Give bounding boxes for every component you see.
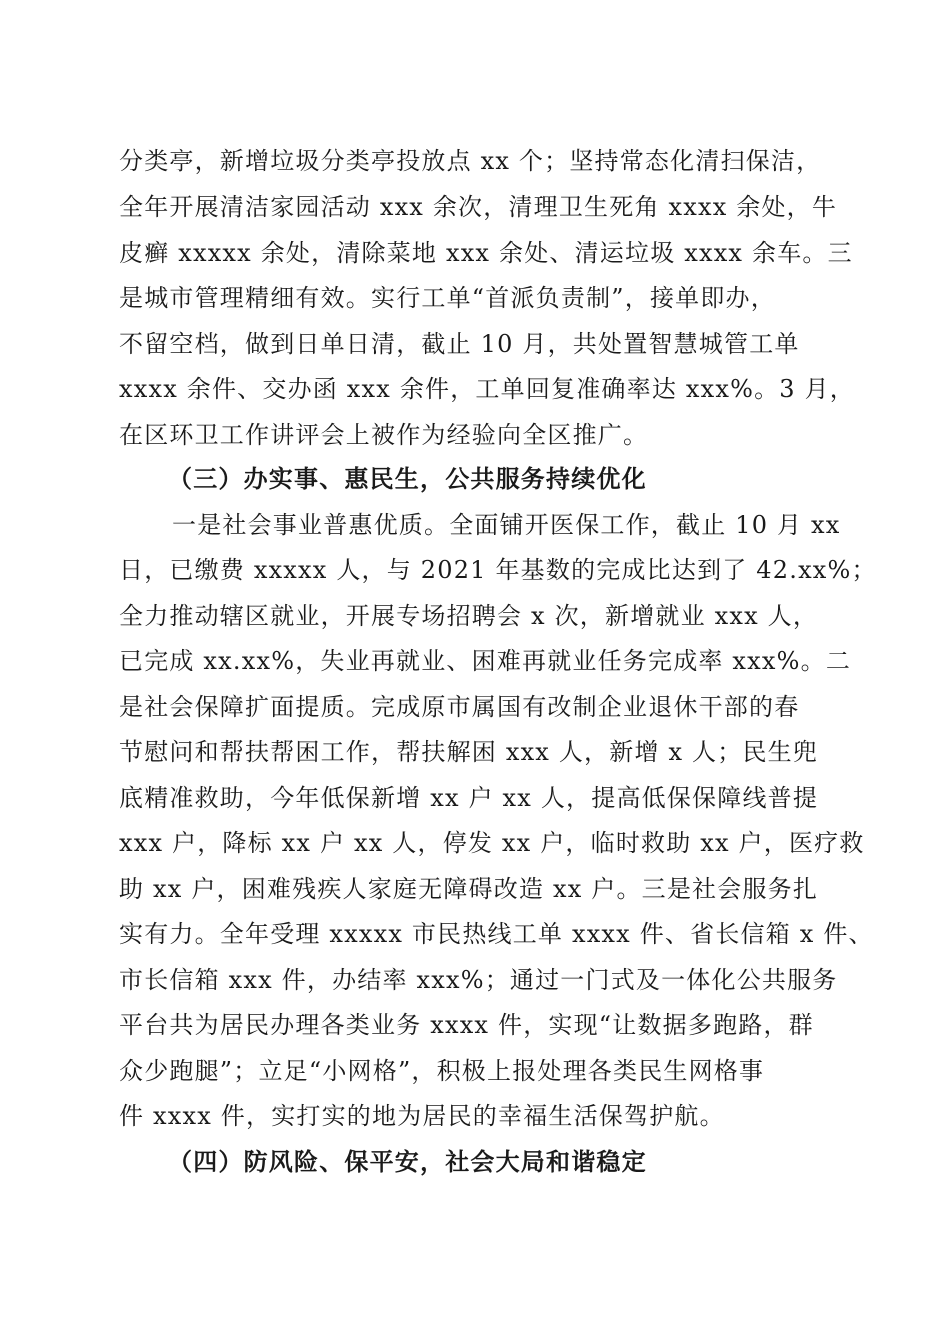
body-text-line: 实有力。全年受理 xxxxx 市民热线工单 xxxx 件、省长信箱 x 件、 (119, 920, 874, 948)
body-text-line: 市长信箱 xxx 件，办结率 xxx%；通过一门式及一体化公共服务 (119, 966, 838, 994)
body-text-line: 在区环卫工作讲评会上被作为经验向全区推广。 (119, 421, 649, 449)
body-text-line: xxx 户，降标 xx 户 xx 人，停发 xx 户，临时救助 xx 户，医疗救 (119, 829, 865, 857)
section-heading: （四）防风险、保平安，社会大局和谐稳定 (168, 1147, 647, 1176)
body-text-line: 平台共为居民办理各类业务 xxxx 件，实现“让数据多跑路，群 (119, 1011, 814, 1039)
body-text-line: 皮癣 xxxxx 余处，清除菜地 xxx 余处、清运垃圾 xxxx 余车。三 (119, 239, 853, 267)
body-text-line: 全力推动辖区就业，开展专场招聘会 x 次，新增就业 xxx 人， (119, 602, 819, 630)
body-text-line: 已完成 xx.xx%，失业再就业、困难再就业任务完成率 xxx%。二 (119, 647, 852, 675)
body-text-line: 众少跑腿”；立足“小网格”，积极上报处理各类民生网格事 (119, 1057, 765, 1085)
body-text-line: 一是社会事业普惠优质。全面铺开医保工作，截止 10 月 xx (172, 511, 841, 539)
body-text-line: 不留空档，做到日单日清，截止 10 月，共处置智慧城管工单 (119, 330, 800, 358)
body-text-line: 助 xx 户，困难残疾人家庭无障碍改造 xx 户。三是社会服务扎 (119, 875, 819, 903)
body-text-line: 分类亭，新增垃圾分类亭投放点 xx 个；坚持常态化清扫保洁， (119, 147, 822, 175)
body-text-line: 是社会保障扩面提质。完成原市属国有改制企业退休干部的春 (119, 693, 800, 721)
body-text-line: 节慰问和帮扶帮困工作，帮扶解困 xxx 人，新增 x 人；民生兜 (119, 738, 819, 766)
body-text-line: 日，已缴费 xxxxx 人，与 2021 年基数的完成比达到了 42.xx%； (119, 556, 877, 584)
section-heading: （三）办实事、惠民生，公共服务持续优化 (168, 464, 647, 493)
body-text-line: 底精准救助，今年低保新增 xx 户 xx 人，提高低保保障线普提 (119, 784, 819, 812)
body-text-line: 全年开展清洁家园活动 xxx 余次，清理卫生死角 xxxx 余处，牛 (119, 193, 838, 221)
body-text-line: xxxx 余件、交办函 xxx 余件，工单回复准确率达 xxx%。3 月， (119, 375, 855, 403)
body-text-line: 是城市管理精细有效。实行工单“首派负责制”，接单即办， (119, 284, 776, 312)
body-text-line: 件 xxxx 件，实打实的地为居民的幸福生活保驾护航。 (119, 1102, 725, 1130)
